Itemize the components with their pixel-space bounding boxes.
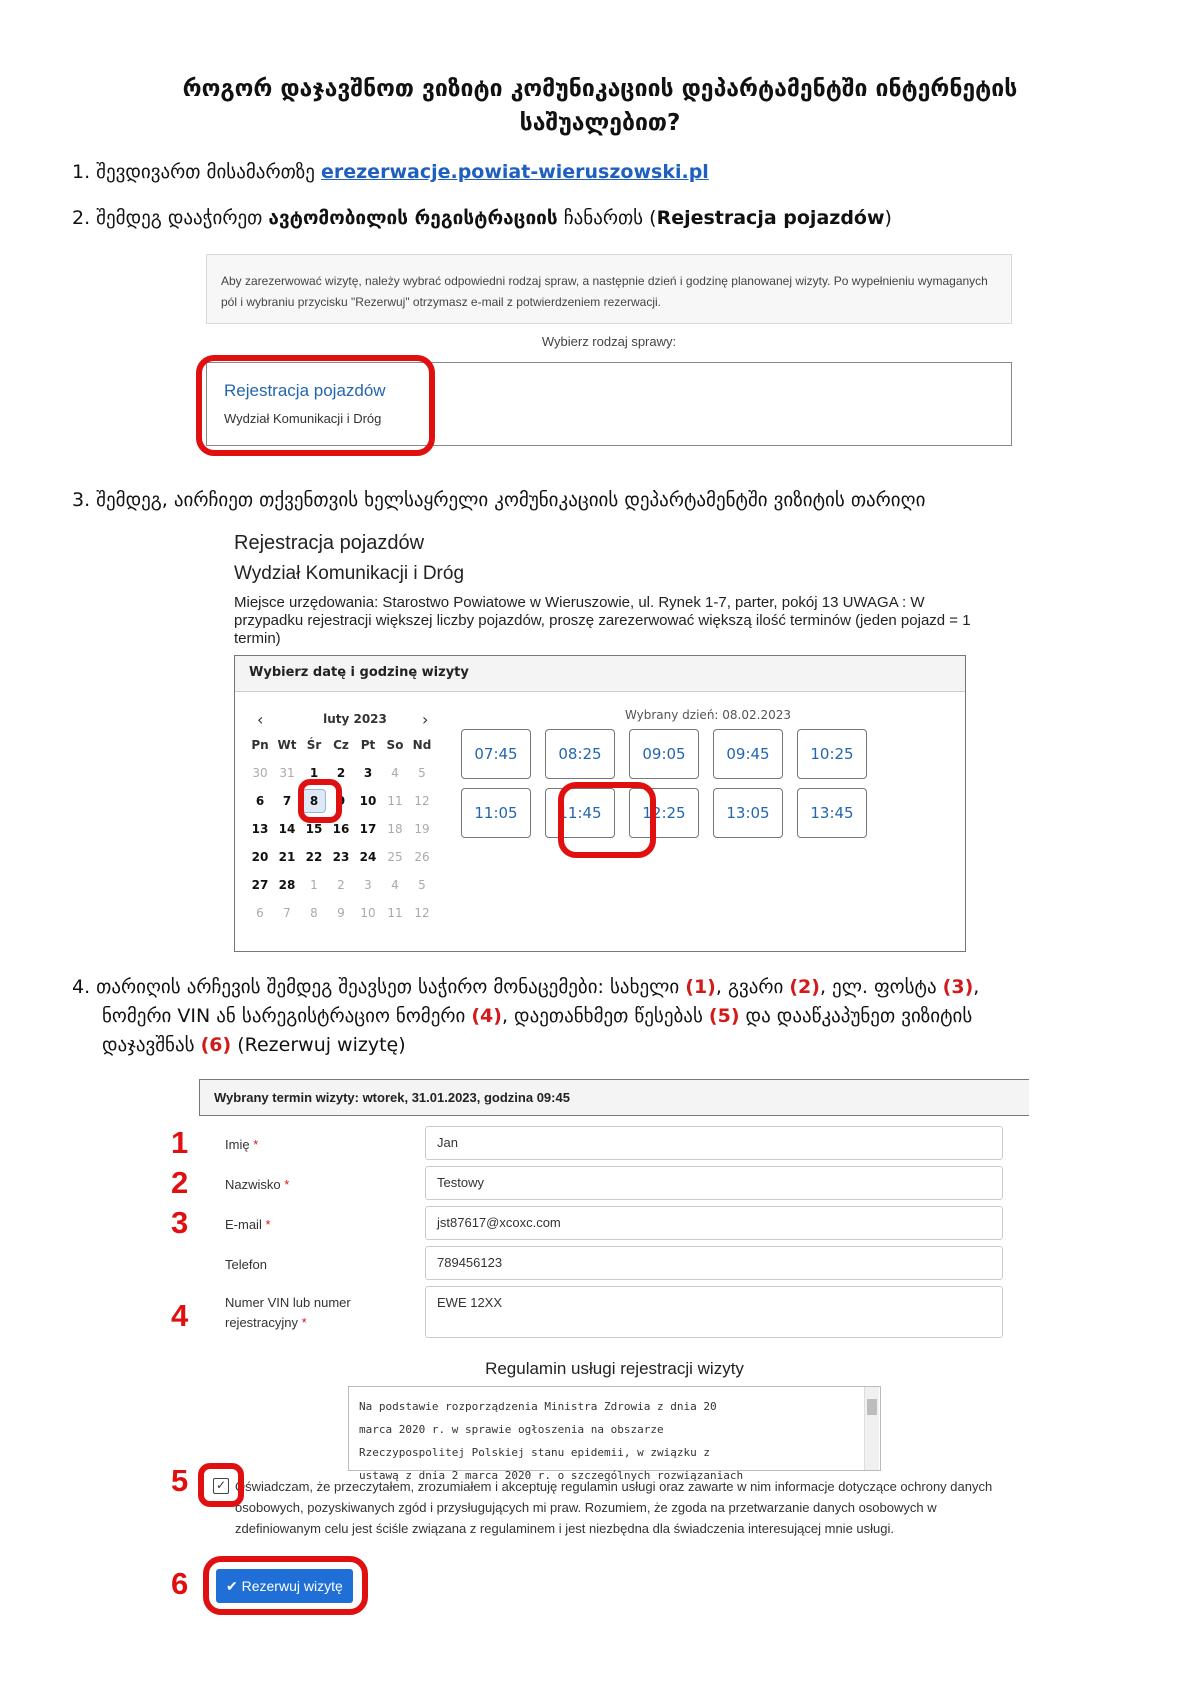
time-slot-button[interactable]: 12:25: [629, 788, 699, 838]
highlight-checkbox: [198, 1463, 244, 1507]
step-4-n6: (6): [200, 1034, 232, 1056]
calendar-day[interactable]: 4: [391, 766, 399, 780]
vin-label: [225, 1293, 351, 1333]
step-2: [72, 204, 892, 233]
step-4: [72, 973, 1132, 1060]
email-label: [225, 1215, 271, 1235]
calendar-day[interactable]: 8: [309, 794, 319, 808]
regulamin-textarea[interactable]: [348, 1386, 881, 1482]
step-4-h: დაჯავშნას: [102, 1034, 201, 1056]
case-card-title[interactable]: Rejestracja pojazdów: [224, 381, 386, 400]
step-1-text: 1. შევდივართ მისამართზე: [72, 161, 321, 183]
service-title: Rejestracja pojazdów: [234, 532, 425, 554]
telefon-label: Telefon: [225, 1257, 267, 1272]
highlight-reserve-button: [203, 1556, 368, 1615]
calendar-day[interactable]: 5: [418, 766, 426, 780]
calendar-day[interactable]: 7: [283, 906, 291, 920]
calendar-day[interactable]: 10: [359, 794, 377, 808]
step-4-n3: (3): [942, 976, 974, 998]
step-4-n2: (2): [789, 976, 820, 998]
step-4-n5: (5): [708, 1005, 740, 1027]
weekday-header: Wt: [277, 738, 297, 752]
reservation-info-box: Aby zarezerwować wizytę, należy wybrać odpowiedni rodzaj spraw, a następnie dzień i godzinę planowanej wizyty. Po wypełnieniu wymaganych pól i wybraniu przycisku "Rezerwuj" otrzymasz e-mail z potwierdzeniem rezerwacji.: [206, 254, 1012, 324]
telefon-input[interactable]: 789456123: [425, 1246, 1003, 1280]
time-slot-button[interactable]: 09:45: [713, 729, 783, 779]
nazwisko-input[interactable]: Testowy: [425, 1166, 1003, 1200]
calendar-day[interactable]: 25: [387, 850, 403, 864]
marker-5: 5: [171, 1463, 189, 1498]
step-4-n4: (4): [471, 1005, 502, 1027]
choose-case-label: Wybierz rodzaj sprawy:: [541, 334, 677, 349]
check-icon: ✔: [226, 1578, 238, 1594]
calendar-day[interactable]: 9: [337, 906, 345, 920]
calendar-day[interactable]: 19: [414, 822, 430, 836]
step-2-bold: ავტომობილის რეგისტრაციის: [268, 207, 558, 229]
calendar-day[interactable]: 30: [252, 766, 268, 780]
step-4-f: , დაეთანხმეთ წესებას: [501, 1005, 709, 1027]
nazwisko-label-text: Nazwisko: [225, 1177, 281, 1192]
calendar-day[interactable]: 31: [279, 766, 295, 780]
step-1: [72, 158, 709, 187]
selected-term-header: Wybrany termin wizyty: wtorek, 31.01.2023, godzina 09:45: [199, 1079, 1029, 1116]
regulamin-line: marca 2020 r. w sprawie ogłoszenia na obszarze: [359, 1423, 664, 1436]
regulamin-line: ustawą z dnia 2 marca 2020 r. o szczególnych rozwiązaniach: [359, 1469, 744, 1482]
email-input[interactable]: jst87617@xcoxc.com: [425, 1206, 1003, 1240]
next-month-icon[interactable]: ›: [422, 710, 429, 729]
imie-label-text: Imię: [225, 1137, 250, 1152]
calendar-day[interactable]: 6: [255, 794, 265, 808]
calendar-day[interactable]: 16: [332, 822, 350, 836]
calendar-day[interactable]: 7: [282, 794, 292, 808]
marker-2: 2: [171, 1165, 189, 1200]
calendar-day[interactable]: 11: [387, 906, 403, 920]
step-4-e: ნომერი VIN ან სარეგისტრაციო ნომერი: [102, 1005, 472, 1027]
required-mark: *: [253, 1137, 259, 1152]
calendar-day[interactable]: 18: [387, 822, 403, 836]
calendar-day[interactable]: 1: [310, 878, 318, 892]
page-title: როგორ დაჯავშნოთ ვიზიტი კომუნიკაციის დეპარტამენტში ინტერნეტის საშუალებით?: [182, 76, 1018, 136]
service-location: Miejsce urzędowania: Starostwo Powiatowe w Wieruszowie, ul. Rynek 1-7, parter, pokój 13 UWAGA : W przypadku rejestracji większej liczby pojazdów, proszę zarezerwować większą ilość terminów (jeden pojazd = 1 termin): [234, 594, 971, 647]
marker-6: 6: [171, 1566, 189, 1601]
required-mark: *: [284, 1177, 290, 1192]
selected-day-label: Wybrany dzień: 08.02.2023: [625, 708, 791, 722]
date-time-panel-title: Wybierz datę i godzinę wizyty: [235, 656, 965, 692]
prev-month-icon[interactable]: ‹: [257, 710, 264, 729]
step-2-middle: ჩანართს (: [557, 207, 657, 229]
email-label-text: E-mail: [225, 1217, 262, 1232]
calendar-day[interactable]: 11: [387, 794, 403, 808]
weekday-header: Śr: [306, 738, 322, 752]
calendar-day[interactable]: 17: [359, 822, 377, 836]
reserve-button-label: Rezerwuj wizytę: [241, 1578, 343, 1594]
calendar-day[interactable]: 26: [414, 850, 430, 864]
step-2-suffix: ): [884, 207, 892, 229]
marker-1: 1: [171, 1125, 189, 1160]
regulamin-line: Rzeczypospolitej Polskiej stanu epidemii, w związku z: [359, 1446, 710, 1459]
weekday-header: Cz: [333, 738, 349, 752]
highlight-selected-date: [298, 779, 342, 823]
regulamin-title: Regulamin usługi rejestracji wizyty: [485, 1359, 744, 1378]
calendar-day[interactable]: 21: [278, 850, 296, 864]
time-slot-button[interactable]: 11:45: [545, 788, 615, 838]
regulamin-line: Na podstawie rozporządzenia Ministra Zdrowia z dnia 20: [359, 1400, 717, 1413]
calendar-day[interactable]: 10: [360, 906, 376, 920]
step-4-i: (Rezerwuj wizytę): [231, 1034, 406, 1056]
scrollbar-thumb[interactable]: [867, 1399, 877, 1415]
imie-label: [225, 1135, 258, 1155]
regulamin-scrollbar[interactable]: [864, 1387, 879, 1470]
time-slot-button[interactable]: 10:25: [797, 729, 867, 779]
calendar-day[interactable]: 8: [310, 906, 318, 920]
time-slot-button[interactable]: 09:05: [629, 729, 699, 779]
highlight-selected-time: [558, 782, 656, 858]
step-2-prefix: 2. შემდეგ დააჭირეთ: [72, 207, 269, 229]
calendar-day[interactable]: 20: [251, 850, 269, 864]
calendar-day[interactable]: 14: [278, 822, 296, 836]
service-department: Wydział Komunikacji i Dróg: [234, 563, 465, 584]
calendar-day[interactable]: 3: [364, 878, 372, 892]
highlight-case-card: [196, 355, 435, 456]
calendar-day[interactable]: 9: [336, 794, 346, 808]
calendar-day[interactable]: 3: [363, 766, 373, 780]
calendar-day[interactable]: 4: [391, 878, 399, 892]
time-slot-button[interactable]: 11:05: [461, 788, 531, 838]
nazwisko-label: [225, 1175, 289, 1195]
calendar-day[interactable]: 22: [305, 850, 323, 864]
time-slot-button[interactable]: 08:25: [545, 729, 615, 779]
step-4-a: 4. თარიღის არჩევის შემდეგ შეავსეთ საჭირო მონაცემები: სახელი: [72, 976, 686, 998]
calendar-day[interactable]: 23: [332, 850, 350, 864]
imie-input[interactable]: Jan: [425, 1126, 1003, 1160]
step-4-d: ,: [973, 976, 980, 998]
vin-label-line1: Numer VIN lub numer: [225, 1295, 351, 1310]
weekday-header: So: [386, 738, 404, 752]
agree-text: Oświadczam, że przeczytałem, zrozumiałem i akceptuję regulamin usługi oraz zawarte w nim informacje dotyczące ochrony danych osobowych, pozyskiwanych zgód i przysługujących mi praw. Rozumiem, że zgoda na przetwarzanie danych osobowych w zdefiniowanym celu jest ściśle związana z regulaminem i jest niezbędna dla świadczenia interesującej mnie usługi.: [235, 1479, 993, 1536]
calendar-day[interactable]: 24: [359, 850, 377, 864]
calendar-day[interactable]: 27: [251, 878, 269, 892]
weekday-header: Pn: [251, 738, 269, 752]
weekday-header: Pt: [360, 738, 376, 752]
calendar-day[interactable]: 2: [337, 878, 345, 892]
marker-3: 3: [171, 1205, 189, 1240]
required-mark: *: [265, 1217, 271, 1232]
time-slot-button[interactable]: 07:45: [461, 729, 531, 779]
weekday-header: Nd: [412, 738, 432, 752]
case-card-subtitle: Wydział Komunikacji i Dróg: [224, 411, 382, 426]
vin-input[interactable]: EWE 12XX: [425, 1286, 1003, 1338]
calendar-day[interactable]: 5: [418, 878, 426, 892]
calendar-month: luty 2023: [323, 712, 387, 726]
step-4-n1: (1): [685, 976, 716, 998]
calendar-day[interactable]: 13: [251, 822, 269, 836]
marker-4: 4: [171, 1298, 189, 1333]
calendar-day[interactable]: 15: [305, 822, 323, 836]
required-mark: *: [301, 1315, 307, 1330]
step-4-g: და დააწკაპუნეთ ვიზიტის: [739, 1005, 973, 1027]
calendar-day[interactable]: 6: [256, 906, 264, 920]
calendar-day[interactable]: 1: [309, 766, 319, 780]
step-4-c: , ელ. ფოსტა: [819, 976, 943, 998]
vin-label-line2: rejestracyjny: [225, 1315, 298, 1330]
agree-checkbox[interactable]: ✓: [213, 1478, 229, 1494]
time-slot-button[interactable]: 13:05: [713, 788, 783, 838]
step-2-bold-polish: Rejestracja pojazdów: [656, 207, 885, 229]
calendar-day[interactable]: 2: [336, 766, 346, 780]
site-link[interactable]: erezerwacje.powiat-wieruszowski.pl: [320, 161, 709, 183]
calendar-day[interactable]: 28: [278, 878, 296, 892]
calendar-day[interactable]: 12: [414, 794, 430, 808]
step-4-b: , გვარი: [715, 976, 790, 998]
calendar-day[interactable]: 12: [414, 906, 430, 920]
step-3: 3. შემდეგ, აირჩიეთ თქვენთვის ხელსაყრელი კომუნიკაციის დეპარტამენტში ვიზიტის თარიღი: [72, 489, 926, 511]
time-slot-button[interactable]: 13:45: [797, 788, 867, 838]
